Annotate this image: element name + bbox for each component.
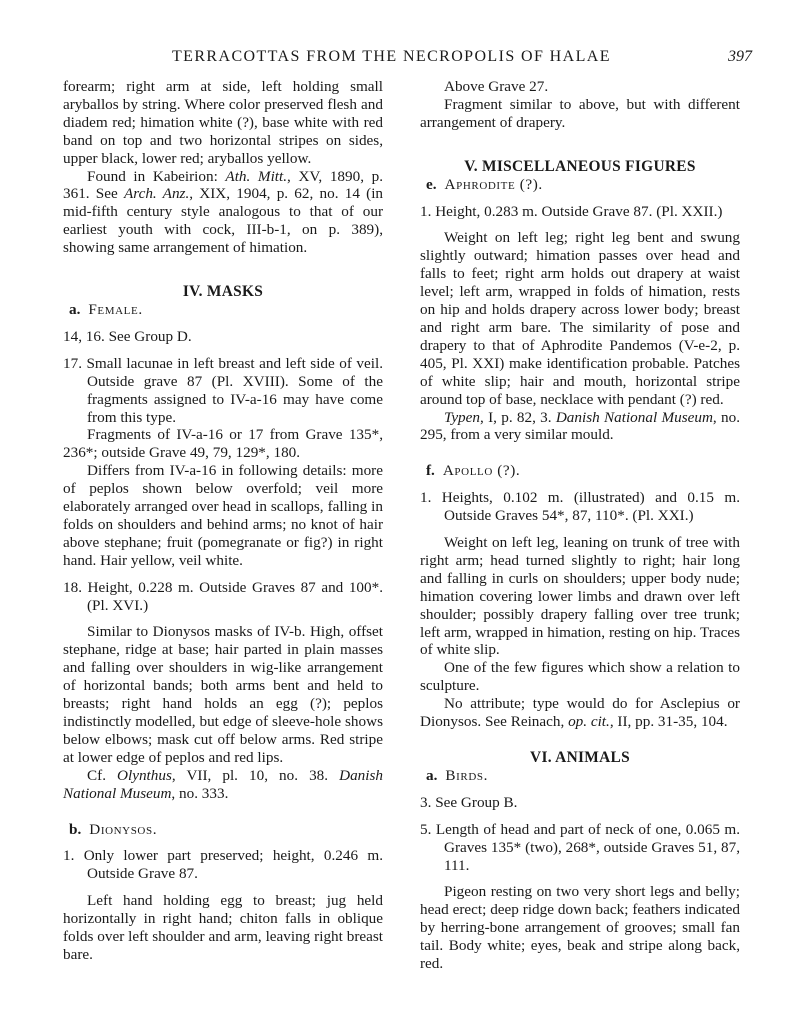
left-column xyxy=(63,78,383,964)
paragraph-similar: Similar to Dionysos masks of IV-b. High, offset stephane, ridge at base; hair parted in plain masses and falling over shoulders in wig-like arrangement of horizontal bands; both arms bent and held to breasts; right hand holds an egg (?); peplos indistinctly modelled, but edge of sleeve-hole shows below elbows; mask cut off below arms. Red stripe at lower edge of peplos and red lips. xyxy=(63,623,383,766)
paragraph: forearm; right arm at side, left holding small aryballos by string. Where color preserved flesh and diadem red; himation white (?), base white with red band on top and two horizontal stripes on sides, upper black, lower red; aryballos yellow. xyxy=(63,78,383,167)
paragraph-above-grave: Above Grave 27. xyxy=(444,78,549,95)
subsection-dionysos: b. Dionysos. xyxy=(69,820,158,838)
section-heading-misc: V. MISCELLANEOUS FIGURES xyxy=(464,157,696,175)
running-title: TERRACOTTAS FROM THE NECROPOLIS OF HALAE xyxy=(172,48,611,65)
paragraph-fragments: Fragments of IV-a-16 or 17 from Grave 135*, 236*; outside Grave 49, 79, 129*, 180. xyxy=(63,426,383,462)
entry-1-dionysos: 1. Only lower part preserved; height, 0.246 m. Outside Grave 87. xyxy=(63,847,383,883)
entry-18: 18. Height, 0.228 m. Outside Graves 87 and 100*. (Pl. XVI.) xyxy=(63,578,383,614)
entry-14-16: 14, 16. See Group D. xyxy=(63,327,192,345)
paragraph-weight-aphrodite: Weight on left leg; right leg bent and swung slightly outward; himation passes over head and falls to feet; right arm holds out drapery at waist level; left arm, wrapped in folds of himation, rests on hip and holds drapery across lower body; breast and right arm bare. The similarity of pose and drapery to that of Aphrodite Pandemos (V-e-2, p. 405, Pl. XXI) make identification probable. Patches of white slip; hair and mouth, horizontal stripe around top of base, necklace with pendant (?) red. xyxy=(420,229,740,408)
paragraph-no-attribute: No attribute; type would do for Asclepius or Dionysos. See Reinach, op. cit., II, pp. 31-35, 104. xyxy=(420,695,740,731)
paragraph-kabeirion: Found in Kabeirion: Ath. Mitt., XV, 1890, p. 361. See Arch. Anz., XIX, 1904, p. 62, no. 14 (in mid-fifth century style analogous to that of our earliest youth with cock, III-b-1, on p. 389), showing same arrangement of himation. xyxy=(63,167,384,257)
paragraph-differs: Differs from IV-a-16 in following details: more of peplos shown below overfold; veil more elaborately arranged over head in scallops, falling in folds on shoulders and behind arms; no knot of hair above stephane; fruit (pomegranate or fig?) in right hand. Hair yellow, veil white. xyxy=(63,462,383,569)
subsection-female: a. Female. xyxy=(69,300,143,318)
subsection-apollo: f. Apollo (?). xyxy=(426,462,521,480)
running-header xyxy=(62,48,752,72)
entry-1-apollo: 1. Heights, 0.102 m. (illustrated) and 0.15 m. Outside Graves 54*, 87, 110*. (Pl. XXI.) xyxy=(420,489,740,525)
paragraph-one-of-few: One of the few figures which show a relation to sculpture. xyxy=(420,659,740,695)
page-number: 397 xyxy=(728,48,752,65)
section-heading-masks: IV. MASKS xyxy=(182,283,264,301)
subsection-aphrodite: e. Aphrodite (?). xyxy=(426,175,543,193)
entry-1-aphrodite: 1. Height, 0.283 m. Outside Grave 87. (Pl. XXII.) xyxy=(420,202,723,220)
subsection-birds: a. Birds. xyxy=(426,766,488,784)
entry-5-birds: 5. Length of head and part of neck of one, 0.065 m. Graves 135* (two), 268*, outside Graves 51, 87, 111. xyxy=(420,820,740,874)
paragraph-typen: Typen, I, p. 82, 3. Danish National Museum, no. 295, from a very similar mould. xyxy=(420,408,740,444)
paragraph-cf: Cf. Olynthus, VII, pl. 10, no. 38. Danish National Museum, no. 333. xyxy=(63,766,383,802)
paragraph-pigeon: Pigeon resting on two very short legs and belly; head erect; deep ridge down back; feathers indicated by herring-bone arrangement of grooves; small fan tail. Body white; eyes, beak and stripe along back, red. xyxy=(420,883,740,973)
entry-17: 17. Small lacunae in left breast and left side of veil. Outside grave 87 (Pl. XVIII). Some of the fragments assigned to IV-a-16 may have come from this type. xyxy=(63,354,383,426)
right-column xyxy=(420,78,740,973)
section-heading-animals: VI. ANIMALS xyxy=(530,749,630,766)
paragraph-fragment-similar: Fragment similar to above, but with different arrangement of drapery. xyxy=(420,95,740,131)
entry-3-birds: 3. See Group B. xyxy=(420,793,518,811)
paragraph-left-hand: Left hand holding egg to breast; jug held horizontally in right hand; chiton falls in oblique folds over left shoulder and arm, leaving right breast bare. xyxy=(63,892,383,963)
paragraph-weight-apollo: Weight on left leg, leaning on trunk of tree with right arm; head turned slightly to right; hair long and falling in curls on shoulders; upper body nude; himation covering lower limbs and drawn over left shoulder; possibly drapery falling over tree trunk; left arm, wrapped in himation, resting on hip. Traces of white slip. xyxy=(420,534,740,659)
